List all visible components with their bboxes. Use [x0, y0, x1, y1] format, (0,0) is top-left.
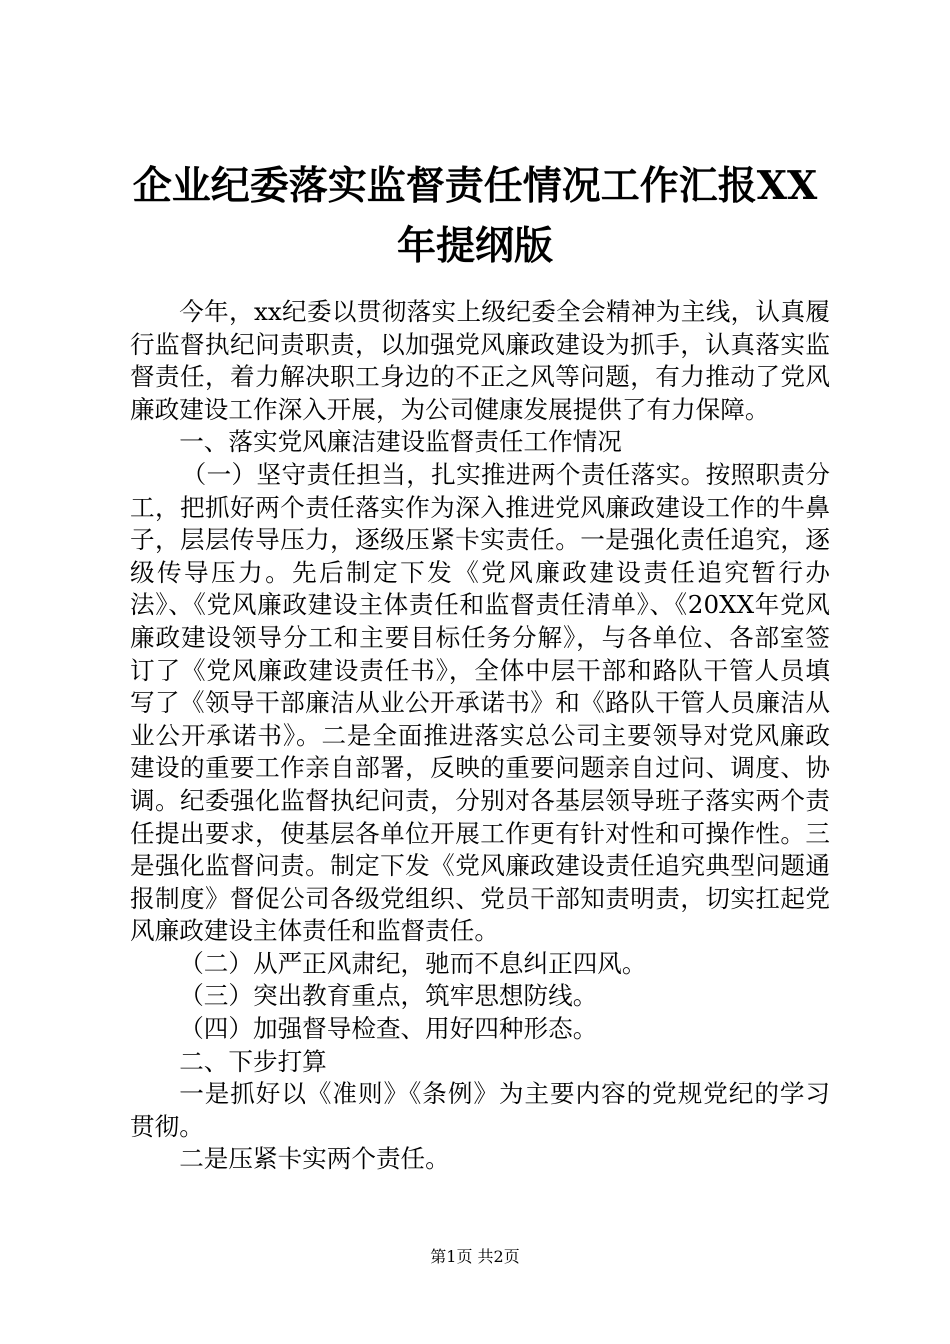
- section-one-heading: 一、落实党风廉洁建设监督责任工作情况: [179, 427, 622, 457]
- subsection-two-heading: （二）从严正风肃纪，驰而不息纠正四风。: [179, 948, 647, 978]
- subsection-three-heading: （三）突出教育重点，筑牢思想防线。: [179, 981, 598, 1011]
- intro-paragraph: 今年，xx纪委以贯彻落实上级纪委全会精神为主线，认真履行监督执纪问责职责，以加强党风廉政建设为抓手，认真落实监督责任，着力解决职工身边的不正之风等问题，有力推动了党风廉政建设工作深入开展，为公司健康发展提供了有力保障。: [130, 297, 830, 424]
- subsection-four-heading: （四）加强督导检查、用好四种形态。: [179, 1014, 598, 1044]
- plan-item-two: 二是压紧卡实两个责任。: [179, 1144, 450, 1174]
- plan-item-one: 一是抓好以《准则》《条例》为主要内容的党规党纪的学习贯彻。: [130, 1079, 830, 1141]
- subsection-one-paragraph: （一）坚守责任担当，扎实推进两个责任落实。按照职责分工，把抓好两个责任落实作为深入推进党风廉政建设工作的牛鼻子，层层传导压力，逐级压紧卡实责任。一是强化责任追究，逐级传导压力。先后制定下发《党风廉政建设责任追究暂行办法》、《党风廉政建设主体责任和监督责任清单》、《20XX年党风廉政建设领导分工和主要目标任务分解》，与各单位、各部室签订了《党风廉政建设责任书》，全体中层干部和路队干管人员填写了《领导干部廉洁从业公开承诺书》和《路队干管人员廉洁从业公开承诺书》。二是全面推进落实总公司主要领导对党风廉政建设的重要工作亲自部署，反映的重要问题亲自过问、调度、协调。纪委强化监督执纪问责，分别对各基层领导班子落实两个责任提出要求，使基层各单位开展工作更有针对性和可操作性。三是强化监督问责。制定下发《党风廉政建设责任追究典型问题通报制度》督促公司各级党组织、党员干部知责明责，切实扛起党风廉政建设主体责任和监督责任。: [130, 459, 830, 946]
- document-body: [130, 296, 830, 1176]
- section-two-heading: 二、下步打算: [179, 1046, 327, 1076]
- page-number-footer: 第1页 共2页: [430, 1247, 520, 1266]
- document-title: 企业纪委落实监督责任情况工作汇报XX年提纲版: [132, 163, 818, 269]
